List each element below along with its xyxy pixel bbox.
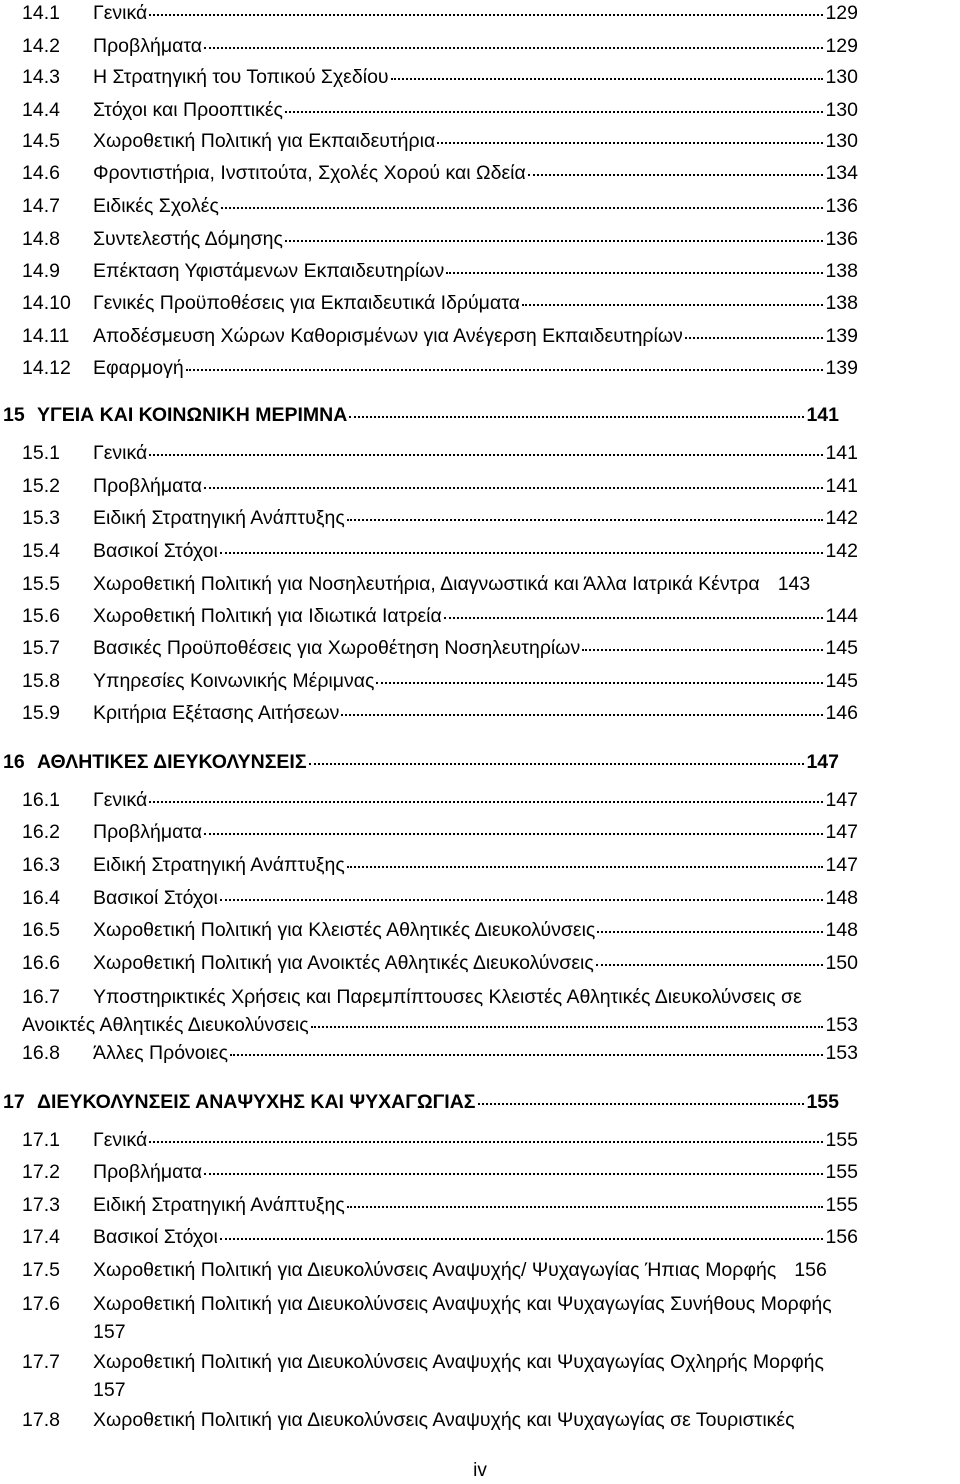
- dot-leader: [596, 964, 824, 966]
- dot-leader: [349, 416, 804, 418]
- toc-entry[interactable]: [22, 1225, 858, 1249]
- dot-leader: [437, 142, 823, 144]
- dot-leader: [347, 866, 824, 868]
- toc-entry-page: 134: [825, 162, 858, 184]
- toc-entry-page: 139: [825, 357, 858, 379]
- toc-entry-page: 157: [93, 1321, 126, 1343]
- toc-entry-page: 141: [825, 442, 858, 464]
- toc-entry[interactable]: [22, 1406, 932, 1434]
- toc-entry-title: Στόχοι και Προοπτικές: [93, 99, 283, 121]
- toc-entry-number: 17.3: [22, 1194, 60, 1216]
- dot-leader: [230, 1054, 823, 1056]
- toc-entry-page: 130: [825, 99, 858, 121]
- toc-entry[interactable]: [22, 886, 858, 910]
- toc-entry[interactable]: [22, 669, 858, 693]
- toc-entry-number: 14.6: [22, 162, 60, 184]
- dot-leader: [204, 487, 823, 489]
- page-number: iv: [473, 1460, 487, 1481]
- toc-entry-title: Βασικοί Στόχοι: [93, 1226, 218, 1248]
- toc-entry-number: 16: [3, 751, 25, 773]
- toc-entry-page: 147: [825, 789, 858, 811]
- toc-entry[interactable]: [22, 820, 858, 844]
- dot-leader: [285, 240, 824, 242]
- toc-entry-title: Προβλήματα: [93, 1161, 203, 1183]
- toc-entry[interactable]: [22, 1160, 858, 1184]
- toc-chapter-entry[interactable]: [3, 750, 839, 774]
- toc-entry-page: 155: [806, 1091, 839, 1113]
- toc-entry-number: 14.9: [22, 260, 60, 282]
- toc-entry-title: Χωροθετική Πολιτική για Διευκολύνσεις Αναψυχής και Ψυχαγωγίας Συνήθους Μορφής: [93, 1293, 832, 1315]
- toc-entry-page: 142: [825, 507, 858, 529]
- dot-leader: [528, 174, 824, 176]
- toc-entry-page: 139: [825, 325, 858, 347]
- toc-entry-number: 15.7: [22, 637, 60, 659]
- toc-entry[interactable]: [22, 1348, 932, 1404]
- toc-entry[interactable]: [22, 506, 858, 530]
- toc-entry-title: Η Στρατηγική του Τοπικού Σχεδίου: [93, 66, 389, 88]
- toc-entry-page: 145: [825, 637, 858, 659]
- dot-leader: [311, 1026, 824, 1028]
- toc-entry-number: 17.8: [22, 1409, 60, 1431]
- toc-entry[interactable]: [22, 983, 932, 1039]
- dot-leader: [220, 1238, 824, 1240]
- toc-entry-number: 15.8: [22, 670, 60, 692]
- toc-entry-title: Εφαρμογή: [93, 357, 184, 379]
- toc-chapter-entry[interactable]: [3, 403, 839, 427]
- toc-entry[interactable]: [22, 853, 858, 877]
- toc-entry-line: [22, 1011, 858, 1039]
- dot-leader: [446, 272, 823, 274]
- toc-entry-page: 146: [825, 702, 858, 724]
- toc-entry-page: 138: [825, 292, 858, 314]
- toc-entry-title: Προβλήματα: [93, 35, 203, 57]
- toc-entry-number: 14.3: [22, 66, 60, 88]
- toc-entry-page: 155: [825, 1194, 858, 1216]
- toc-entry-number: 15.5: [22, 573, 60, 595]
- toc-entry-title: Γενικά: [93, 1129, 148, 1151]
- toc-entry-line: [22, 983, 932, 1011]
- toc-entry-number: 14.12: [22, 357, 71, 379]
- toc-entry[interactable]: [22, 1041, 858, 1065]
- toc-entry-title: ΑΘΛΗΤΙΚΕΣ ΔΙΕΥΚΟΛΥΝΣΕΙΣ: [37, 751, 307, 773]
- toc-entry-title: Υποστηρικτικές Χρήσεις και Παρεμπίπτουσες Κλειστές Αθλητικές Διευκολύνσεις σε: [93, 986, 802, 1008]
- toc-entry-number: 14.8: [22, 228, 60, 250]
- toc-entry-page: 156: [825, 1226, 858, 1248]
- toc-entry-line: [22, 1318, 858, 1346]
- toc-entry-title: ΔΙΕΥΚΟΛΥΝΣΕΙΣ ΑΝΑΨΥΧΗΣ ΚΑΙ ΨΥΧΑΓΩΓΙΑΣ: [37, 1091, 476, 1113]
- toc-entry[interactable]: [22, 441, 858, 465]
- toc-entry-number: 16.4: [22, 887, 60, 909]
- toc-entry-title: Χωροθετική Πολιτική για Ιδιωτικά Ιατρεία: [93, 605, 442, 627]
- toc-entry-title: Ειδική Στρατηγική Ανάπτυξης: [93, 854, 345, 876]
- toc-entry-title: ΥΓΕΙΑ ΚΑΙ ΚΟΙΝΩΝΙΚΗ ΜΕΡΙΜΝΑ: [37, 404, 348, 426]
- toc-entry-number: 17.4: [22, 1226, 60, 1248]
- toc-entry[interactable]: [22, 572, 932, 596]
- toc-entry[interactable]: [22, 65, 858, 89]
- toc-entry[interactable]: [22, 259, 858, 283]
- dot-leader: [149, 801, 823, 803]
- toc-entry-page: 157: [93, 1379, 126, 1401]
- dot-leader: [186, 369, 824, 371]
- toc-entry-title: Βασικοί Στόχοι: [93, 887, 218, 909]
- toc-entry[interactable]: [22, 356, 858, 380]
- toc-entry-title: Άλλες Πρόνοιες: [93, 1042, 229, 1064]
- toc-entry-number: 17.6: [22, 1293, 60, 1315]
- dot-leader: [149, 14, 823, 16]
- dot-leader: [220, 899, 824, 901]
- toc-entry-page: 147: [806, 751, 839, 773]
- toc-entry[interactable]: [22, 1290, 932, 1346]
- toc-entry-number: 16.2: [22, 821, 60, 843]
- toc-entry-title: Ανοικτές Αθλητικές Διευκολύνσεις: [22, 1014, 309, 1036]
- toc-entry-number: 15.6: [22, 605, 60, 627]
- toc-entry-page: 155: [825, 1129, 858, 1151]
- toc-entry-line: [22, 1290, 932, 1318]
- toc-entry-title: Γενικές Προϋποθέσεις για Εκπαιδευτικά Ιδρύματα: [93, 292, 520, 314]
- toc-entry[interactable]: [22, 701, 858, 725]
- toc-entry-title: Ειδική Στρατηγική Ανάπτυξης: [93, 507, 345, 529]
- toc-entry-number: 14.2: [22, 35, 60, 57]
- dot-leader: [582, 649, 823, 651]
- toc-entry-page: 129: [825, 2, 858, 24]
- toc-entry-line: [22, 1348, 932, 1376]
- toc-entry[interactable]: [22, 1, 858, 25]
- toc-entry-title: Χωροθετική Πολιτική για Διευκολύνσεις Αναψυχής/ Ψυχαγωγίας Ήπιας Μορφής: [93, 1259, 777, 1281]
- dot-leader: [220, 552, 824, 554]
- toc-entry[interactable]: [22, 474, 858, 498]
- toc-entry-number: 14.7: [22, 195, 60, 217]
- toc-entry-title: Χωροθετική Πολιτική για Κλειστές Αθλητικές Διευκολύνσεις: [93, 919, 596, 941]
- toc-entry-number: 17.5: [22, 1259, 60, 1281]
- toc-entry[interactable]: [22, 194, 858, 218]
- toc-entry-number: 14.11: [22, 325, 70, 347]
- toc-entry-page: 148: [825, 887, 858, 909]
- toc-entry-number: 17.1: [22, 1129, 60, 1151]
- toc-entry-page: 153: [825, 1014, 858, 1036]
- toc-entry-title: Κριτήρια Εξέτασης Αιτήσεων: [93, 702, 340, 724]
- toc-entry[interactable]: [22, 161, 858, 185]
- dot-leader: [149, 1141, 823, 1143]
- toc-entry-title: Φροντιστήρια, Ινστιτούτα, Σχολές Χορού και Ωδεία: [93, 162, 526, 184]
- toc-entry-title: Ειδικές Σχολές: [93, 195, 219, 217]
- toc-entry-number: 15.2: [22, 475, 60, 497]
- toc-entry-number: 17.7: [22, 1351, 60, 1373]
- toc-entry-title: Συντελεστής Δόμησης: [93, 228, 283, 250]
- toc-entry-number: 14.10: [22, 292, 71, 314]
- dot-leader: [597, 931, 823, 933]
- toc-entry-number: 16.6: [22, 952, 60, 974]
- toc-entry-title: Αποδέσμευση Χώρων Καθορισμένων για Ανέγερση Εκπαιδευτηρίων: [93, 325, 683, 347]
- toc-entry[interactable]: [22, 918, 858, 942]
- toc-entry[interactable]: [22, 1258, 932, 1282]
- toc-entry-title: Ειδική Στρατηγική Ανάπτυξης: [93, 1194, 345, 1216]
- dot-leader: [444, 617, 824, 619]
- toc-entry-page: 156: [794, 1259, 827, 1281]
- toc-entry-page: 148: [825, 919, 858, 941]
- toc-entry-title: Επέκταση Υφιστάμενων Εκπαιδευτηρίων: [93, 260, 445, 282]
- toc-entry-title: Βασικοί Στόχοι: [93, 540, 218, 562]
- dot-leader: [376, 682, 823, 684]
- toc-entry[interactable]: [22, 1193, 858, 1217]
- toc-entry[interactable]: [22, 227, 858, 251]
- toc-entry-title: Προβλήματα: [93, 475, 203, 497]
- toc-entry[interactable]: [22, 636, 858, 660]
- toc-entry-line: [22, 1406, 932, 1434]
- toc-entry-page: 130: [825, 130, 858, 152]
- dot-leader: [221, 207, 824, 209]
- toc-entry-number: 17: [3, 1091, 25, 1113]
- toc-chapter-entry[interactable]: [3, 1090, 839, 1114]
- dot-leader: [478, 1103, 805, 1105]
- toc-entry[interactable]: [22, 539, 858, 563]
- dot-leader: [309, 763, 805, 765]
- toc-entry-number: 15.1: [22, 442, 60, 464]
- toc-entry-title: Βασικές Προϋποθέσεις για Χωροθέτηση Νοσηλευτηρίων: [93, 637, 581, 659]
- toc-entry-title: Χωροθετική Πολιτική για Διευκολύνσεις Αναψυχής και Ψυχαγωγίας σε Τουριστικές: [93, 1409, 795, 1431]
- toc-entry-title: Χωροθετική Πολιτική για Διευκολύνσεις Αναψυχής και Ψυχαγωγίας Οχληρής Μορφής: [93, 1351, 824, 1373]
- toc-entry-title: Χωροθετική Πολιτική για Ανοικτές Αθλητικές Διευκολύνσεις: [93, 952, 594, 974]
- dot-leader: [522, 304, 824, 306]
- dot-leader: [204, 833, 823, 835]
- toc-entry[interactable]: [22, 788, 858, 812]
- toc-entry-number: 15.3: [22, 507, 60, 529]
- dot-leader: [285, 111, 824, 113]
- toc-entry-page: 147: [825, 821, 858, 843]
- toc-entry-page: 138: [825, 260, 858, 282]
- toc-entry-page: 145: [825, 670, 858, 692]
- toc-entry-title: Γενικά: [93, 442, 148, 464]
- toc-entry-number: 16.3: [22, 854, 60, 876]
- toc-entry-page: 143: [777, 573, 811, 595]
- dot-leader: [347, 519, 824, 521]
- toc-entry-number: 15.4: [22, 540, 60, 562]
- toc-entry-number: 16.7: [22, 986, 60, 1008]
- toc-entry[interactable]: [22, 98, 858, 122]
- dot-leader: [391, 78, 824, 80]
- toc-entry-page: 144: [825, 605, 858, 627]
- toc-entry-page: 155: [825, 1161, 858, 1183]
- toc-entry[interactable]: [22, 129, 858, 153]
- toc-entry-line: [22, 1376, 858, 1404]
- dot-leader: [341, 714, 823, 716]
- toc-entry-page: 150: [825, 952, 858, 974]
- toc-entry-page: 136: [825, 228, 858, 250]
- toc-entry[interactable]: [22, 1128, 858, 1152]
- dot-leader: [685, 337, 824, 339]
- toc-entry-number: 16.1: [22, 789, 60, 811]
- toc-entry-title: Γενικά: [93, 2, 148, 24]
- toc-entry-title: Χωροθετική Πολιτική για Νοσηλευτήρια, Διαγνωστικά και Άλλα Ιατρικά Κέντρα: [93, 573, 760, 595]
- toc-entry-number: 15: [3, 404, 25, 426]
- toc-entry[interactable]: [22, 291, 858, 315]
- toc-entry-number: 16.5: [22, 919, 60, 941]
- dot-leader: [347, 1206, 824, 1208]
- toc-entry-title: Γενικά: [93, 789, 148, 811]
- toc-entry-number: 14.5: [22, 130, 60, 152]
- toc-entry-number: 16.8: [22, 1042, 60, 1064]
- toc-entry-page: 136: [825, 195, 858, 217]
- toc-entry-page: 130: [825, 66, 858, 88]
- toc-entry-page: 153: [825, 1042, 858, 1064]
- toc-entry-title: Υπηρεσίες Κοινωνικής Μέριμνας: [93, 670, 375, 692]
- toc-entry-number: 15.9: [22, 702, 60, 724]
- toc-entry-page: 141: [806, 404, 839, 426]
- toc-entry[interactable]: [22, 34, 858, 58]
- toc-entry-title: Χωροθετική Πολιτική για Εκπαιδευτήρια: [93, 130, 436, 152]
- toc-entry-number: 17.2: [22, 1161, 60, 1183]
- toc-entry-number: 14.4: [22, 99, 60, 121]
- toc-entry-page: 129: [825, 35, 858, 57]
- toc-entry[interactable]: [22, 951, 858, 975]
- dot-leader: [149, 454, 823, 456]
- toc-entry-page: 142: [825, 540, 858, 562]
- toc-entry[interactable]: [22, 604, 858, 628]
- toc-entry[interactable]: [22, 324, 858, 348]
- dot-leader: [204, 47, 823, 49]
- dot-leader: [204, 1173, 823, 1175]
- toc-entry-title: Προβλήματα: [93, 821, 203, 843]
- toc-entry-number: 14.1: [22, 2, 60, 24]
- toc-entry-page: 147: [825, 854, 858, 876]
- toc-entry-page: 141: [825, 475, 858, 497]
